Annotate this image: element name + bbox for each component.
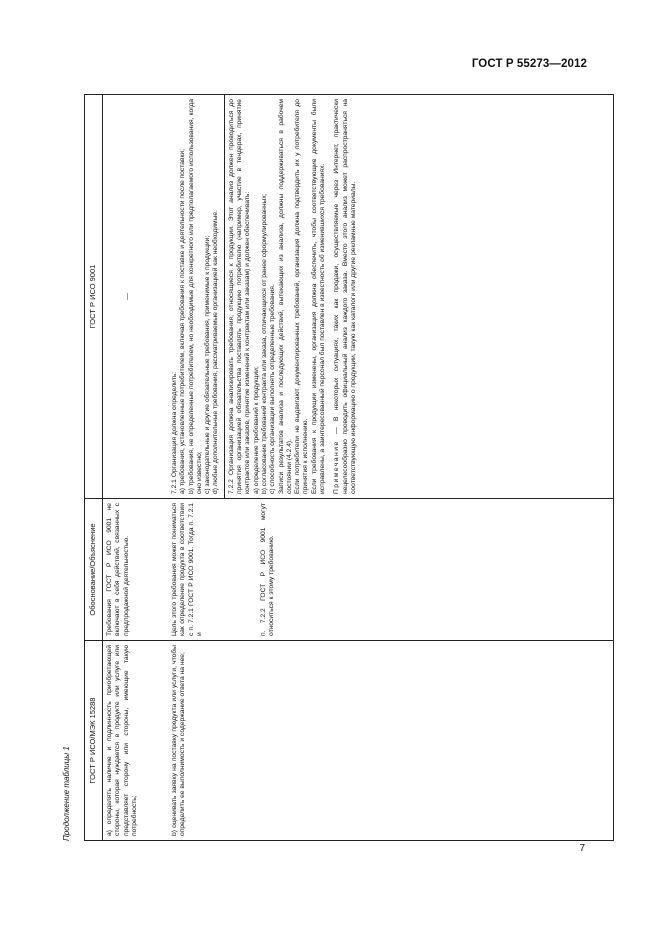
header-gost-iso-iec-15288: ГОСТ Р ИСО/МЭК 15288 (85, 641, 103, 841)
rationale-part-1: Цель этого требования может пониматься как определение продукта в соответствии с п. 7.2.1 ГОСТ Р ИСО 9001. Тогда п. 7.2.1 и (171, 503, 203, 636)
header-rationale: Обоснование/Объяснение (85, 499, 103, 641)
empty-dash: — (124, 293, 131, 300)
clause-7-2-1: 7.2.1 Организация должна определить: a) требования, установленные потребителем, включая требования к поставке и деятельности после поставки; b) требования, не определенные потребителем, но необходимые для конкретного или предполагаемого использования, когда оно известно; c) законодательные и другие обязательные требования, применимые к продукции; d) любые дополнительные требования, рассматриваемые организацией как необходимые. (171, 99, 220, 494)
note-text: — В некоторых ситуациях, таких как продажи, осуществляемые через Интернет, практически нецелесообразно проводить официальный анализ каждого заказа. Вместо этого анализ может распространяться на соответствующую информацию о продукции, такую как каталоги или другие рекламные материалы. (333, 99, 357, 494)
comparison-table (84, 94, 614, 841)
clause-7-2-2: 7.2.2 Организация должна анализировать требования, относящиеся к продукции. Этот анализ должен проводиться до принятия организацией обязательства поставлять продукцию потребителю (например, участие в тендерах, принятие контрактов или заказов, принятие изменений к контрактам или заказам) и должен обеспечивать: a) определение требований к продукции; b) согласование требований контракта или заказа, отличающихся от ранее сформулированных; c) способность организации выполнять определенные требования. Записи результатов анализа и последующих действий, вытекающих из анализа, должны поддерживаться в рабочем состоянии (4.2.4). Если потребители не выдвигают документированных требований, организация должна подтвердить их у потребителя до принятия к исполнению. Если требования к продукции изменены, организация должна обеспечить, чтобы соответствующие документы были исправлены, а заинтересованный персонал был поставлен в известность об изменившихся требованиях. (227, 99, 327, 494)
row2-col1: b) оценивать заявку на поставку продукта или услуги, чтобы определить ее выполнимость и содержание ответа на нее; (168, 641, 614, 841)
table-caption: Продолжение таблицы 1 (62, 746, 71, 841)
row2-col2 (168, 499, 614, 641)
header-gost-iso-9001: ГОСТ Р ИСО 9001 (85, 95, 103, 499)
rationale-part-2: п. 7.2.2 ГОСТ Р ИСО 9001 могут относиться к этому требованию. (260, 503, 276, 636)
rotated-table-area (63, 95, 603, 841)
row1-col2: Требования ГОСТ Р ИСО 9001 не включают в себя действий, связанных с предпродажной деятельностью. (103, 499, 169, 641)
row1-col1: а) определять наличие и подлинность приобретающей стороны, которая нуждается в продукте или услуге или представляет сторону или стороны, имеющие такую потребность; (103, 641, 169, 841)
note-label: Примечание (333, 440, 341, 494)
page-number: 7 (579, 843, 585, 854)
table-header-row (85, 95, 103, 841)
table-row (103, 95, 169, 841)
table-row (168, 95, 614, 841)
divider (224, 95, 225, 498)
row2-col3 (168, 95, 614, 499)
document-header: ГОСТ Р 55273—2012 (471, 58, 587, 70)
row1-col3 (103, 95, 169, 499)
note (333, 99, 358, 494)
